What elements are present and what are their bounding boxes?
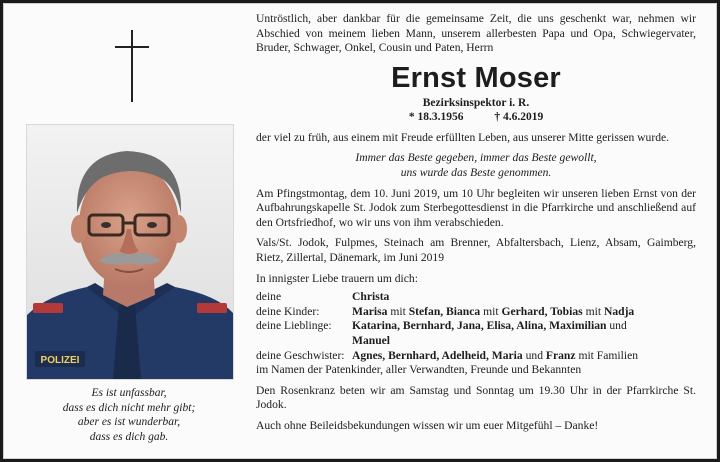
left-quote xyxy=(26,386,232,444)
closing-text: Auch ohne Beileidsbekundungen wissen wir um euer Mitgefühl – Danke! xyxy=(256,418,599,432)
funeral-text: Am Pfingstmontag, dem 10. Juni 2019, um 10 Uhr begleiten wir unseren lieben Ernst von der Aufbahrungskapelle St. Jodok zum Sterbegottesdienst in die Pfarrkirche und anschließend auf den Ortsfriedhof, wo wir uns von ihm verabschieden. xyxy=(256,186,696,229)
places-text: Vals/St. Jodok, Fulpmes, Steinach am Brenner, Abfaltersbach, Lienz, Absam, Gaimberg, Rietz, Zillertal, Dänemark, im Juni 2019 xyxy=(256,236,696,264)
relative-row-grandchildren xyxy=(256,319,696,348)
death-date: † 4.6.2019 xyxy=(494,110,544,123)
left-quote-line: dass es dich nicht mehr gibt; xyxy=(62,401,196,414)
relative-names: Marisa mit Stefan, Bianca mit Gerhard, Tobias mit Nadja xyxy=(352,304,635,318)
life-dates xyxy=(256,110,696,125)
after-name-text: der viel zu früh, aus einem mit Freude erfüllten Leben, aus unserer Mitte gerissen wurde. xyxy=(256,130,670,144)
birth-date: * 18.3.1956 xyxy=(408,110,464,123)
relatives-list xyxy=(256,290,696,378)
relative-names: Christa xyxy=(352,290,390,304)
obituary-text xyxy=(256,12,696,433)
relative-row-children xyxy=(256,305,696,320)
right-quote-line: Immer das Beste gegeben, immer das Beste gewollt, xyxy=(355,151,597,165)
deceased-name: Ernst Moser xyxy=(391,61,561,94)
right-quote xyxy=(256,151,696,180)
deceased-title: Bezirksinspektor i. R. xyxy=(422,96,530,109)
relative-names: Agnes, Bernhard, Adelheid, Maria und Franz mit Familien xyxy=(352,348,639,362)
family-line: im Namen der Patenkinder, aller Verwandten, Freunde und Bekannten xyxy=(256,363,582,377)
relative-row-wife xyxy=(256,290,696,305)
portrait-photo xyxy=(26,124,234,380)
mourning-intro: In innigster Liebe trauern um dich: xyxy=(256,271,418,285)
relative-names: Katarina, Bernhard, Jana, Elisa, Alina, Maximilian und Manuel xyxy=(352,319,627,347)
obituary-card xyxy=(3,3,717,459)
police-badge-text: POLIZEI xyxy=(40,355,80,366)
right-quote-line: uns wurde das Beste genommen. xyxy=(400,165,552,179)
relative-label: deine Geschwister: xyxy=(256,348,345,362)
left-quote-line: aber es ist wunderbar, xyxy=(77,416,181,428)
relative-row-siblings xyxy=(256,349,696,364)
relative-label: deine xyxy=(256,290,282,304)
rosary-text: Den Rosenkranz beten wir am Samstag und Sonntag um 19.30 Uhr in der Pfarrkirche St. Jodok. xyxy=(256,383,696,412)
relative-label: deine Kinder: xyxy=(256,304,320,318)
intro-text: Untröstlich, aber dankbar für die gemeinsame Zeit, die uns geschenkt war, nehmen wir Abschied von meinem lieben Mann, unserem allerbesten Papa und Opa, Schwiegervater, Bruder, Schwager, Onkel, Cousin und Paten, Herrn xyxy=(256,12,696,55)
left-quote-line: dass es dich gab. xyxy=(89,430,169,443)
relative-label: deine Lieblinge: xyxy=(256,319,332,333)
cross-icon xyxy=(115,30,149,102)
left-quote-line: Es ist unfassbar, xyxy=(91,387,167,399)
